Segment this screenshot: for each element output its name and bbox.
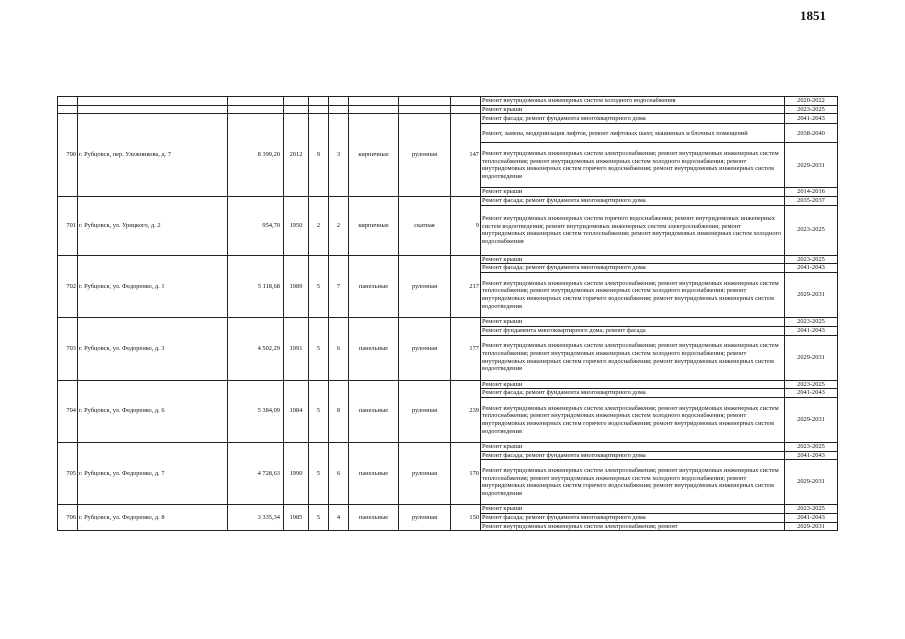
table-row	[58, 197, 838, 206]
entrances-cell: 2	[329, 197, 349, 256]
housing-repair-table	[57, 96, 838, 531]
roof-cell: рулонная	[399, 505, 451, 531]
period-cell: 2023-2025	[785, 380, 838, 389]
floors-cell: 9	[309, 114, 329, 197]
work-cell: Ремонт крыши	[481, 442, 785, 451]
roof-cell: рулонная	[399, 442, 451, 504]
record-number: 705	[58, 442, 78, 504]
address-cell: г. Рубцовск, ул. Федоренко, д. 8	[78, 505, 228, 531]
period-cell: 2023-2025	[785, 442, 838, 451]
period-cell: 2023-2025	[785, 255, 838, 264]
period-cell: 2023-2025	[785, 505, 838, 514]
entrances-cell: 7	[329, 255, 349, 317]
area-cell: 954,70	[228, 197, 284, 256]
record-number: 700	[58, 114, 78, 197]
period-cell: 2035-2037	[785, 197, 838, 206]
work-cell: Ремонт крыши	[481, 505, 785, 514]
period-cell: 2041-2043	[785, 513, 838, 522]
work-cell: Ремонт крыши	[481, 255, 785, 264]
roof-cell: рулонная	[399, 255, 451, 317]
page-number: 1851	[800, 8, 826, 23]
entrances-cell: 4	[329, 505, 349, 531]
work-cell: Ремонт крыши	[481, 188, 785, 197]
residents-cell: 217	[451, 255, 481, 317]
address-cell: г. Рубцовск, ул. Федоренко, д. 3	[78, 318, 228, 380]
roof-cell: рулонная	[399, 114, 451, 197]
record-number: 703	[58, 318, 78, 380]
period-cell: 2029-2031	[785, 460, 838, 505]
address-cell: г. Рубцовск, ул. Федоренко, д. 1	[78, 255, 228, 317]
entrances-cell: 3	[329, 114, 349, 197]
residents-cell: 239	[451, 380, 481, 442]
year-cell: 2012	[284, 114, 309, 197]
area-cell: 4 502,29	[228, 318, 284, 380]
table-row	[58, 380, 838, 389]
floors-cell: 5	[309, 505, 329, 531]
record-number: 701	[58, 197, 78, 256]
year-cell: 1991	[284, 318, 309, 380]
area-cell: 5 384,09	[228, 380, 284, 442]
walls-cell: панельные	[349, 255, 399, 317]
walls-cell: панельные	[349, 505, 399, 531]
roof-cell: рулонная	[399, 318, 451, 380]
period-cell: 2029-2031	[785, 335, 838, 380]
address-cell: г. Рубцовск, ул. Федоренко, д. 7	[78, 442, 228, 504]
walls-cell: кирпичные	[349, 114, 399, 197]
period-cell: 2038-2040	[785, 124, 838, 143]
residents-cell: 147	[451, 114, 481, 197]
roof-cell: рулонная	[399, 380, 451, 442]
table-row	[58, 505, 838, 514]
year-cell: 1985	[284, 505, 309, 531]
address-cell: г. Рубцовск, ул. Федоренко, д. 6	[78, 380, 228, 442]
work-cell: Ремонт внутридомовых инженерных систем электроснабжения; ремонт внутридомовых инженерных систем теплоснабжения; ремонт внутридомовых инженерных систем холодного водоснабжения; ремонт внутридомовых инженерных систем горячего водоснабжения; ремонт внутридомовых инженерных систем водоотведения	[481, 460, 785, 505]
work-cell: Ремонт внутридомовых инженерных систем холодного водоснабжения	[481, 97, 785, 106]
period-cell: 2023-2025	[785, 205, 838, 255]
table-row	[58, 97, 838, 106]
period-cell: 2041-2043	[785, 326, 838, 335]
year-cell: 1989	[284, 255, 309, 317]
period-cell: 2041-2043	[785, 114, 838, 124]
walls-cell: панельные	[349, 442, 399, 504]
address-cell: г. Рубцовск, пер. Улежникова, д. 7	[78, 114, 228, 197]
walls-cell: панельные	[349, 380, 399, 442]
record-number: 702	[58, 255, 78, 317]
area-cell: 4 728,63	[228, 442, 284, 504]
period-cell: 2014-2016	[785, 188, 838, 197]
residents-cell: 170	[451, 442, 481, 504]
work-cell: Ремонт, замена, модернизация лифтов, ремонт лифтовых шахт, машинных и блочных помещений	[481, 124, 785, 143]
walls-cell: панельные	[349, 318, 399, 380]
table-row	[58, 318, 838, 327]
work-cell: Ремонт внутридомовых инженерных систем электроснабжения; ремонт	[481, 522, 785, 531]
work-cell: Ремонт фасада; ремонт фундамента многоквартирного дома	[481, 389, 785, 398]
walls-cell: кирпичные	[349, 197, 399, 256]
period-cell: 2023-2025	[785, 105, 838, 114]
work-cell: Ремонт внутридомовых инженерных систем горячего водоснабжения; ремонт внутридомовых инженерных систем водоотведения; ремонт внутридомовых инженерных систем электроснабжения; ремонт внутридомовых инженерных систем теплоснабжения; ремонт внутридомовых инженерных систем холодного водоснабжения	[481, 205, 785, 255]
work-cell: Ремонт фасада; ремонт фундамента многоквартирного дома	[481, 513, 785, 522]
table-row	[58, 255, 838, 264]
residents-cell: 150	[451, 505, 481, 531]
work-cell: Ремонт внутридомовых инженерных систем электроснабжения; ремонт внутридомовых инженерных систем теплоснабжения; ремонт внутридомовых инженерных систем холодного водоснабжения; ремонт внутридомовых инженерных систем горячего водоснабжения; ремонт внутридомовых инженерных систем водоотведения	[481, 397, 785, 442]
work-cell: Ремонт фасада; ремонт фундамента многоквартирного дома	[481, 197, 785, 206]
address-cell: г. Рубцовск, ул. Урицкого, д. 2	[78, 197, 228, 256]
table-row	[58, 442, 838, 451]
table-row	[58, 105, 838, 114]
period-cell: 2041-2043	[785, 264, 838, 273]
work-cell: Ремонт внутридомовых инженерных систем электроснабжения; ремонт внутридомовых инженерных систем теплоснабжения; ремонт внутридомовых инженерных систем холодного водоснабжения; ремонт внутридомовых инженерных систем горячего водоснабжения; ремонт внутридомовых инженерных систем водоотведения	[481, 335, 785, 380]
work-cell: Ремонт фасада; ремонт фундамента многоквартирного дома	[481, 114, 785, 124]
work-cell: Ремонт фундамента многоквартирного дома; ремонт фасада	[481, 326, 785, 335]
floors-cell: 5	[309, 380, 329, 442]
record-number: 706	[58, 505, 78, 531]
area-cell: 3 335,34	[228, 505, 284, 531]
work-cell: Ремонт фасада; ремонт фундамента многоквартирного дома	[481, 264, 785, 273]
floors-cell: 5	[309, 442, 329, 504]
roof-cell: скатная	[399, 197, 451, 256]
period-cell: 2020-2022	[785, 97, 838, 106]
period-cell: 2029-2031	[785, 143, 838, 188]
period-cell: 2029-2031	[785, 397, 838, 442]
year-cell: 1990	[284, 442, 309, 504]
area-cell: 8 399,20	[228, 114, 284, 197]
entrances-cell: 6	[329, 442, 349, 504]
floors-cell: 5	[309, 318, 329, 380]
work-cell: Ремонт фасада; ремонт фундамента многоквартирного дома	[481, 451, 785, 460]
residents-cell: 177	[451, 318, 481, 380]
period-cell: 2041-2043	[785, 451, 838, 460]
period-cell: 2041-2043	[785, 389, 838, 398]
work-cell: Ремонт крыши	[481, 380, 785, 389]
floors-cell: 5	[309, 255, 329, 317]
period-cell: 2029-2031	[785, 522, 838, 531]
year-cell: 1950	[284, 197, 309, 256]
record-number: 704	[58, 380, 78, 442]
year-cell: 1984	[284, 380, 309, 442]
period-cell: 2029-2031	[785, 273, 838, 318]
work-cell: Ремонт внутридомовых инженерных систем электроснабжения; ремонт внутридомовых инженерных систем теплоснабжения; ремонт внутридомовых инженерных систем холодного водоснабжения; ремонт внутридомовых инженерных систем горячего водоснабжения; ремонт внутридомовых инженерных систем водоотведения	[481, 143, 785, 188]
work-cell: Ремонт крыши	[481, 318, 785, 327]
floors-cell: 2	[309, 197, 329, 256]
entrances-cell: 6	[329, 318, 349, 380]
work-cell: Ремонт крыши	[481, 105, 785, 114]
entrances-cell: 8	[329, 380, 349, 442]
table-row	[58, 114, 838, 124]
period-cell: 2023-2025	[785, 318, 838, 327]
area-cell: 5 118,68	[228, 255, 284, 317]
residents-cell: 9	[451, 197, 481, 256]
work-cell: Ремонт внутридомовых инженерных систем электроснабжения; ремонт внутридомовых инженерных систем теплоснабжения; ремонт внутридомовых инженерных систем холодного водоснабжения; ремонт внутридомовых инженерных систем горячего водоснабжения; ремонт внутридомовых инженерных систем водоотведения	[481, 273, 785, 318]
